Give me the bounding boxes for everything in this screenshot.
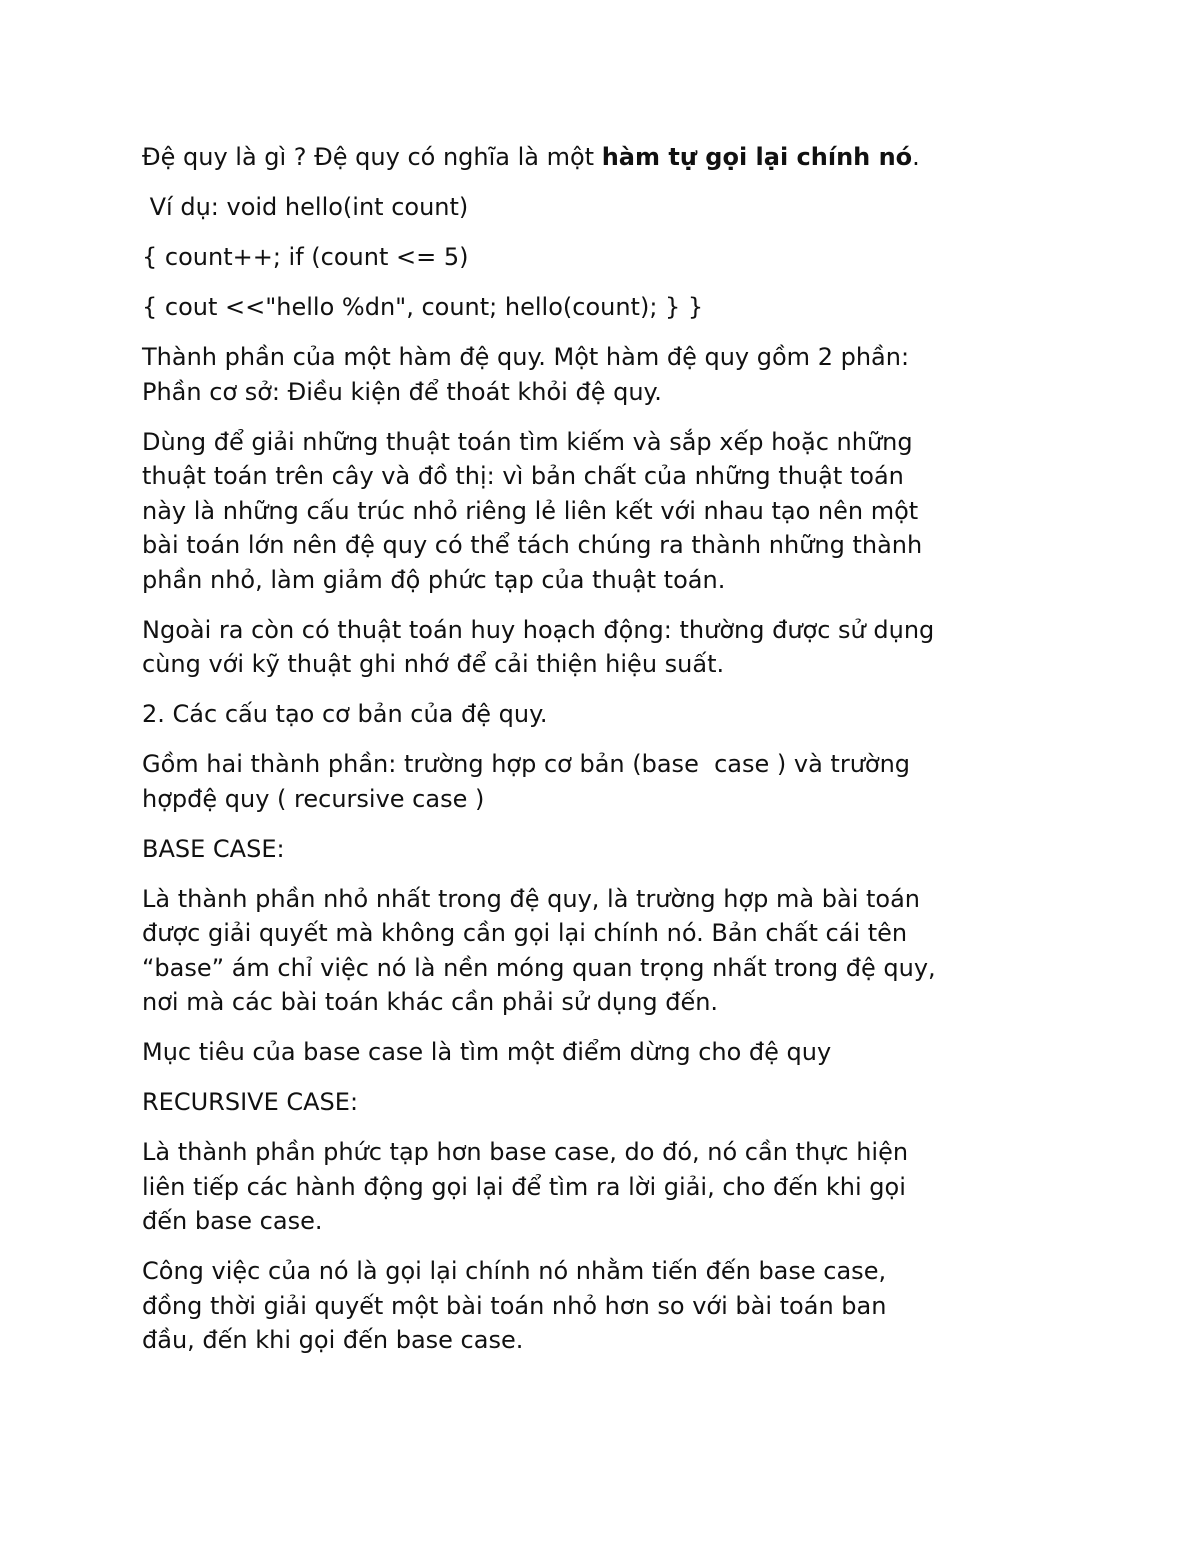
text-line: liên tiếp các hành động gọi lại để tìm ra lời giải, cho đến khi gọi <box>142 1172 906 1201</box>
text-line: đến base case. <box>142 1207 323 1235</box>
paragraph-recursive-case <box>142 1135 1062 1239</box>
text-line: Công việc của nó là gọi lại chính nó nhằm tiến đến base case, <box>142 1257 887 1285</box>
definition-period: . <box>912 143 920 171</box>
heading-base-case: BASE CASE: <box>142 834 285 863</box>
paragraph-usage <box>142 425 1062 598</box>
text-line: Thành phần của một hàm đệ quy. Một hàm đệ quy gồm 2 phần: <box>142 343 910 371</box>
document-body <box>142 140 1062 1373</box>
heading-recursive-case: RECURSIVE CASE: <box>142 1088 359 1116</box>
text-line: Dùng để giải những thuật toán tìm kiếm và sắp xếp hoặc những <box>142 427 913 456</box>
paragraph-dynamic-programming <box>142 613 1062 682</box>
definition-bold-text: hàm tự gọi lại chính nó <box>601 143 913 171</box>
paragraph-recursive-case-work <box>142 1254 1062 1358</box>
text-line: Gồm hai thành phần: trường hợp cơ bản (base case ) và trường <box>142 750 911 778</box>
definition-text: Đệ quy là gì ? Đệ quy có nghĩa là một <box>142 143 602 171</box>
text-line: cùng với kỹ thuật ghi nhớ để cải thiện hiệu suất. <box>142 650 725 678</box>
paragraph-base-case-goal: Mục tiêu của base case là tìm một điểm dừng cho đệ quy <box>142 1038 832 1066</box>
text-line: phần nhỏ, làm giảm độ phức tạp của thuật toán. <box>142 565 726 594</box>
text-line: nơi mà các bài toán khác cần phải sử dụng đến. <box>142 988 719 1016</box>
paragraph-example-body-1: { count++; if (count <= 5) <box>142 243 469 271</box>
text-line: “base” ám chỉ việc nó là nền móng quan trọng nhất trong đệ quy, <box>142 953 936 982</box>
text-line: được giải quyết mà không cần gọi lại chính nó. Bản chất cái tên <box>142 919 908 947</box>
paragraph-example-signature: Ví dụ: void hello(int count) <box>142 193 469 221</box>
text-line: đầu, đến khi gọi đến base case. <box>142 1326 524 1354</box>
text-line: Là thành phần phức tạp hơn base case, do đó, nó cần thực hiện <box>142 1138 909 1166</box>
text-line: này là những cấu trúc nhỏ riêng lẻ liên kết với nhau tạo nên một <box>142 496 919 525</box>
paragraph-components <box>142 340 1062 409</box>
text-line: Ngoài ra còn có thuật toán huy hoạch động: thường được sử dụng <box>142 615 935 644</box>
text-line: Là thành phần nhỏ nhất trong đệ quy, là trường hợp mà bài toán <box>142 884 920 913</box>
text-line: hợpđệ quy ( recursive case ) <box>142 784 485 813</box>
text-line: bài toán lớn nên đệ quy có thể tách chúng ra thành những thành <box>142 531 923 559</box>
text-line: đồng thời giải quyết một bài toán nhỏ hơn so với bài toán ban <box>142 1291 887 1320</box>
paragraph-example-body-2: { cout <<"hello %dn", count; hello(count); } } <box>142 293 704 321</box>
paragraph-base-case <box>142 882 1062 1020</box>
section-heading-structure: 2. Các cấu tạo cơ bản của đệ quy. <box>142 700 548 728</box>
text-line: Phần cơ sở: Điều kiện để thoát khỏi đệ quy. <box>142 377 662 406</box>
text-line: thuật toán trên cây và đồ thị: vì bản chất của những thuật toán <box>142 462 904 490</box>
paragraph-definition <box>142 140 1062 175</box>
paragraph-two-parts <box>142 747 1062 816</box>
